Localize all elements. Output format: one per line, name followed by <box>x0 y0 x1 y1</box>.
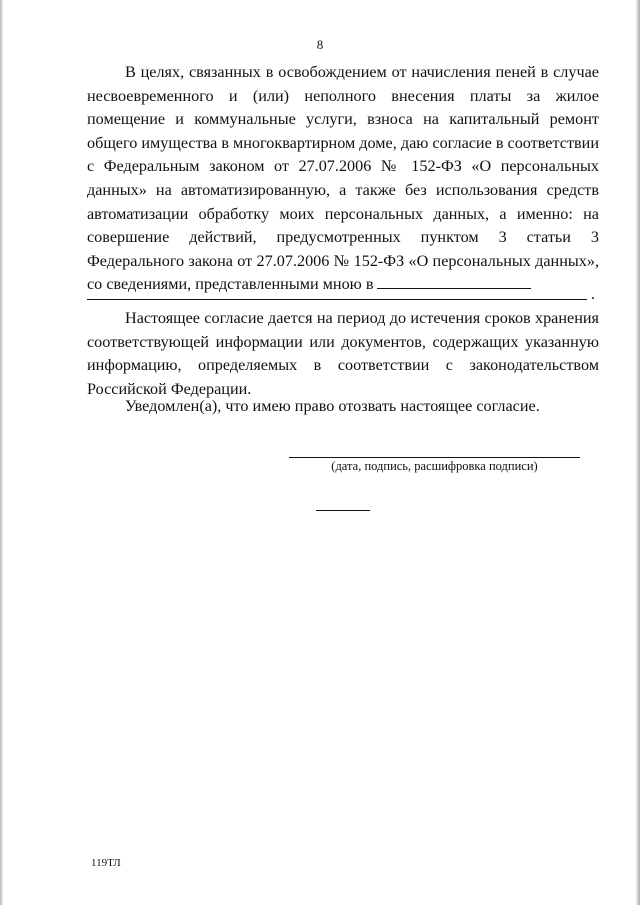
page-number: 8 <box>316 37 324 52</box>
signature-line <box>289 457 580 458</box>
sources-blank-line <box>377 274 531 289</box>
scan-edge-right <box>636 0 640 905</box>
document-code: 119ТЛ <box>91 857 121 869</box>
sources-blank-line-continued <box>87 299 587 300</box>
consent-paragraph-text: В целях, связанных в освобождением от начисления пеней в случае несвоевременного и (или) неполного внесения платы за жилое помещение и коммунальные услуги, взноса на капитальный ремонт общего имущества в многоквартирном доме, даю согласие в соответствии с Федеральным законом от 27.07.2006 № 152-ФЗ «О персональных данных» на автоматизированную, а также без использования средств автоматизации обработку моих персональных данных, а именно: на совершение действий, предусмотренных пунктом 3 статьи 3 Федерального закона от 27.07.2006 № 152-ФЗ «О персональных данных», со сведениями, представленными мною в <box>87 63 599 294</box>
notice-paragraph: Уведомлен(а), что имею право отозвать настоящее согласие. <box>125 397 540 415</box>
consent-paragraph <box>87 61 599 297</box>
scan-edge-left <box>0 0 3 905</box>
period-paragraph: Настоящее согласие дается на период до истечения сроков хранения соответствующей информации или документов, содержащих указанную информацию, определяемых в соответствии с законодательством Российской Федерации. <box>87 309 599 398</box>
signature-caption: (дата, подпись, расшифровка подписи) <box>331 459 538 473</box>
closing-short-line <box>316 510 370 511</box>
line-end-mark: . <box>591 286 595 303</box>
